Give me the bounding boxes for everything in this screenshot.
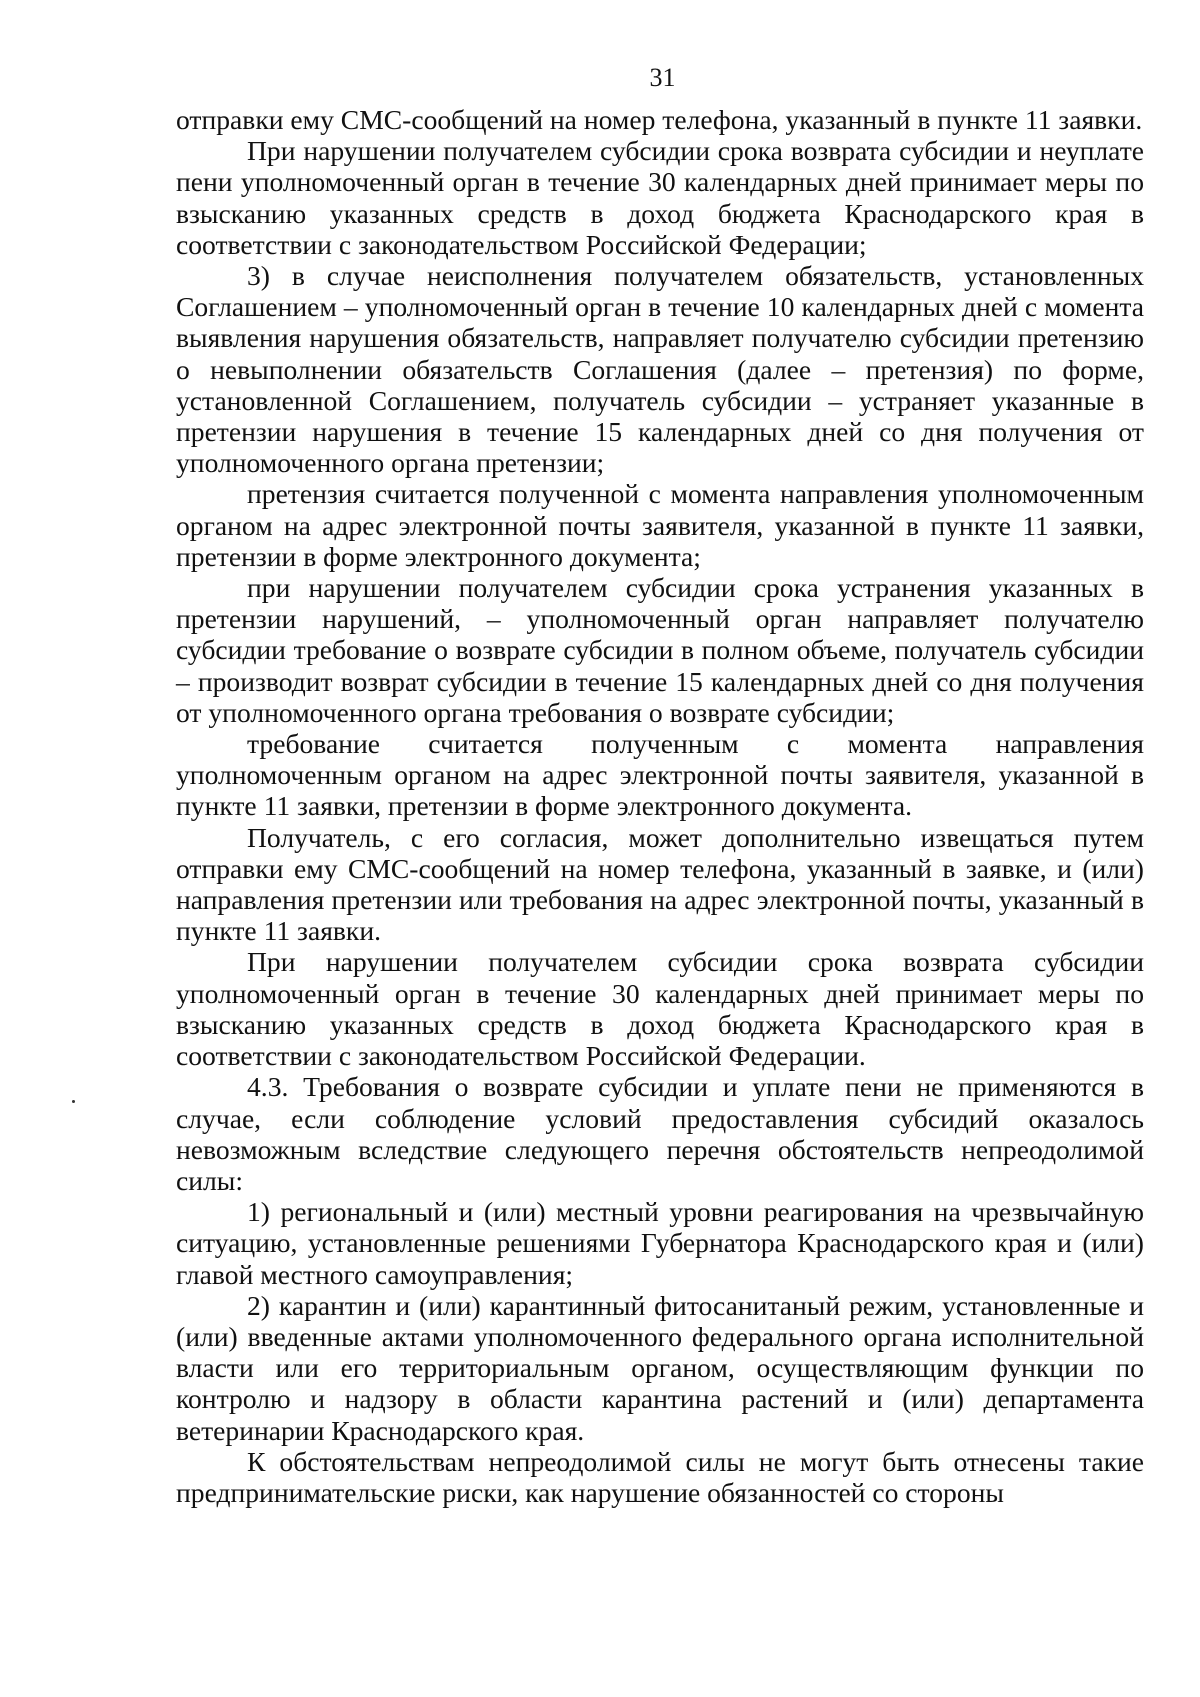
paragraph-force-majeure-1: 1) региональный и (или) местный уровни реагирования на чрезвычайную ситуацию, установленные решениями Губернатора Краснодарского края и (или) главой местного самоуправления;: [176, 1196, 1144, 1290]
paragraph-force-majeure-2: 2) карантин и (или) карантинный фитосанитаный режим, установленные и (или) введенные актами уполномоченного федерального органа исполнительной власти или его территориальным органом, осуществляющим функции по контролю и надзору в области карантина растений и (или) департамента ветеринарии Краснодарского края.: [176, 1289, 1144, 1446]
paragraph-claim-violation: при нарушении получателем субсидии срока устранения указанных в претензии нарушений, – уполномоченный орган направляет получателю субсидии требование о возврате субсидии в полном объеме, получатель субсидии – производит возврат субсидии в течение 15 календарных дней со дня получения от уполномоченного органа требования о возврате субсидии;: [176, 572, 1144, 728]
paragraph-claim-received: претензия считается полученной с момента направления уполномоченным органом на адрес электронной почты заявителя, указанной в пункте 11 заявки, претензии в форме электронного документа;: [176, 478, 1144, 572]
paragraph-late-payment: При нарушении получателем субсидии срока возврата субсидии и неуплате пени уполномоченный орган в течение 30 календарных дней принимает меры по взысканию указанных средств в доход бюджета Краснодарского края в соответствии с законодательством Российской Федерации;: [176, 135, 1144, 260]
paragraph-notification: Получатель, с его согласия, может дополнительно извещаться путем отправки ему СМС-сообщений на номер телефона, указанный в заявке, и (или) направления претензии или требования на адрес электронной почты, указанный в пункте 11 заявки.: [176, 821, 1144, 947]
paragraph-return-deadline: При нарушении получателем субсидии срока возврата субсидии уполномоченный орган в течение 30 календарных дней принимает меры по взысканию указанных средств в доход бюджета Краснодарского края в соответствии с законодательством Российской Федерации.: [176, 946, 1144, 1072]
paragraph-exclusions: К обстоятельствам непреодолимой силы не могут быть отнесены такие предпринимательские риски, как нарушение обязанностей со стороны: [176, 1445, 1144, 1508]
scan-speck: [72, 1100, 75, 1103]
paragraph-continuation: отправки ему СМС-сообщений на номер телефона, указанный в пункте 11 заявки.: [176, 104, 1143, 135]
paragraph-section-4-3: 4.3. Требования о возврате субсидии и уплате пени не применяются в случае, если соблюдение условий предоставления субсидий оказалось невозможным вследствие следующего перечня обстоятельств непреодолимой силы:: [176, 1071, 1144, 1196]
page-number: 31: [649, 63, 676, 92]
document-body: [176, 104, 1144, 1508]
paragraph-demand-received: требование считается полученным с момента направления уполномоченным органом на адрес электронной почты заявителя, указанной в пункте 11 заявки, претензии в форме электронного документа.: [176, 728, 1144, 822]
paragraph-item-3: 3) в случае неисполнения получателем обязательств, установленных Соглашением – уполномоченный орган в течение 10 календарных дней с момента выявления нарушения обязательств, направляет получателю субсидии претензию о невыполнении обязательств Соглашения (далее – претензия) по форме, установленной Соглашением, получатель субсидии – устраняет указанные в претензии нарушения в течение 15 календарных дней со дня получения от уполномоченного органа претензии;: [176, 260, 1144, 479]
